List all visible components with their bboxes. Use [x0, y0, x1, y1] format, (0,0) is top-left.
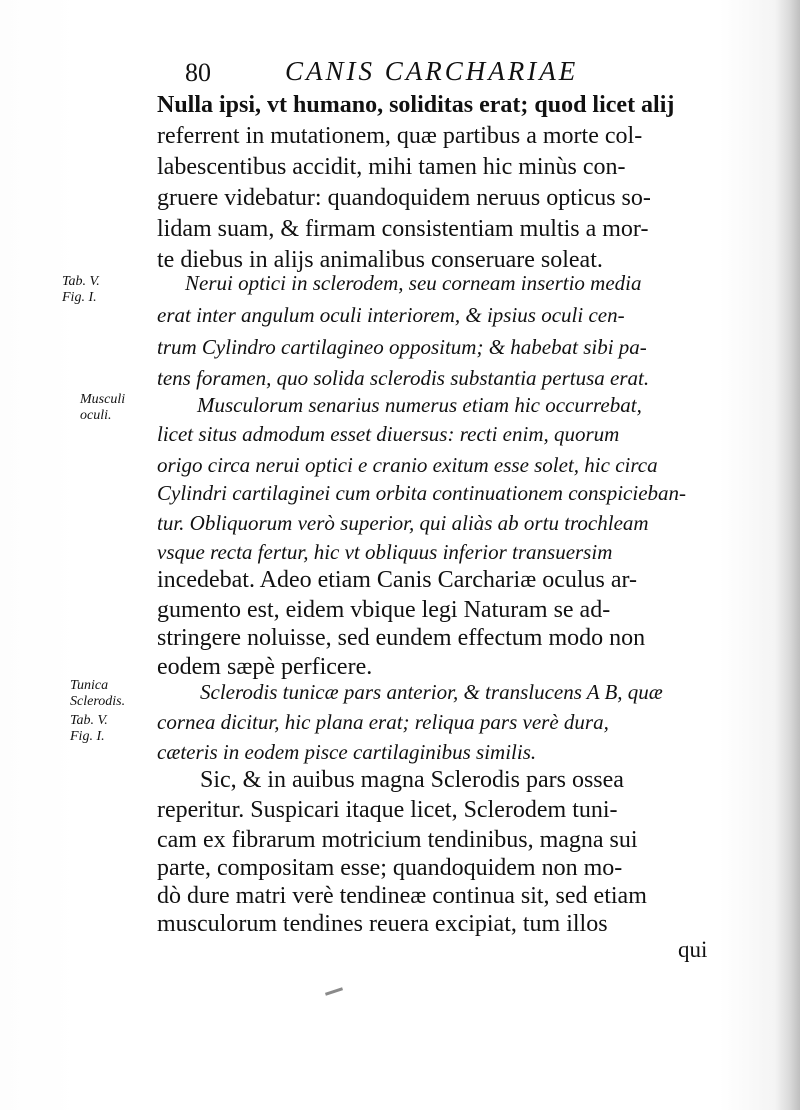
- margin-note-line: Sclerodis.: [70, 694, 126, 709]
- margin-note: [80, 392, 125, 424]
- text-line: referrent in mutationem, quæ partibus a morte col-: [157, 123, 643, 149]
- text-line: erat inter angulum oculi interiorem, & ipsius oculi cen-: [157, 303, 625, 327]
- margin-note-line: Fig. I.: [70, 729, 105, 744]
- text-line: gumento est, eidem vbique legi Naturam se ad-: [157, 597, 611, 623]
- catchword: qui: [678, 937, 708, 962]
- text-line: cornea dicitur, hic plana erat; reliqua pars verè dura,: [157, 710, 609, 734]
- text-line: eodem sæpè perficere.: [157, 654, 373, 680]
- text-line: licet situs admodum esset diuersus: recti enim, quorum: [157, 422, 620, 446]
- margin-note-line: Tunica: [70, 678, 109, 693]
- text-line: Nulla ipsi, vt humano, soliditas erat; quod licet alij: [157, 92, 675, 118]
- text-line: Sclerodis tunicæ pars anterior, & translucens A B, quæ: [200, 680, 663, 704]
- margin-note: [70, 678, 125, 710]
- running-title: CANIS CARCHARIAE: [285, 56, 579, 86]
- text-line: trum Cylindro cartilagineo oppositum; & habebat sibi pa-: [157, 335, 647, 359]
- ink-mark: [325, 987, 343, 995]
- page-spine-shadow: [774, 0, 800, 1110]
- margin-note-line: Tab. V.: [62, 274, 100, 289]
- margin-note-line: Musculi: [80, 392, 126, 407]
- text-line: origo circa nerui optici e cranio exitum esse solet, hic circa: [157, 453, 658, 477]
- margin-note-line: Fig. I.: [62, 290, 97, 305]
- text-line: cæteris in eodem pisce cartilaginibus similis.: [157, 740, 537, 764]
- text-line: Cylindri cartilaginei cum orbita continuationem conspicieban-: [157, 481, 687, 505]
- text-line: labescentibus accidit, mihi tamen hic minùs con-: [157, 154, 626, 180]
- text-line: parte, compositam esse; quandoquidem non mo-: [157, 855, 623, 881]
- text-line: incedebat. Adeo etiam Canis Carchariæ oculus ar-: [157, 567, 638, 593]
- text-line: te diebus in alijs animalibus conseruare soleat.: [157, 247, 603, 273]
- text-line: tur. Obliquorum verò superior, qui aliàs ab ortu trochleam: [157, 511, 649, 535]
- text-line: gruere videbatur: quandoquidem neruus opticus so-: [157, 185, 651, 211]
- text-line: cam ex fibrarum motricium tendinibus, magna sui: [157, 827, 638, 853]
- text-line: Sic, & in auibus magna Sclerodis pars ossea: [200, 767, 624, 793]
- margin-note-line: oculi.: [80, 408, 112, 423]
- text-line: lidam suam, & firmam consistentiam multis a mor-: [157, 216, 649, 242]
- text-line: Musculorum senarius numerus etiam hic occurrebat,: [197, 393, 642, 417]
- text-line: vsque recta fertur, hic vt obliquus inferior transuersim: [157, 540, 613, 564]
- text-line: dò dure matri verè tendineæ continua sit, sed etiam: [157, 883, 647, 909]
- text-line: tens foramen, quo solida sclerodis substantia pertusa erat.: [157, 366, 650, 390]
- text-line: Nerui optici in sclerodem, seu corneam insertio media: [185, 271, 642, 295]
- page-number: 80: [185, 58, 211, 87]
- text-line: reperitur. Suspicari itaque licet, Sclerodem tuni-: [157, 797, 618, 823]
- margin-note: [62, 274, 100, 306]
- text-line: musculorum tendines reuera excipiat, tum illos: [157, 911, 608, 937]
- text-line: stringere noluisse, sed eundem effectum modo non: [157, 625, 646, 651]
- page-header: [185, 52, 705, 92]
- margin-note: [70, 713, 108, 745]
- margin-note-line: Tab. V.: [70, 713, 108, 728]
